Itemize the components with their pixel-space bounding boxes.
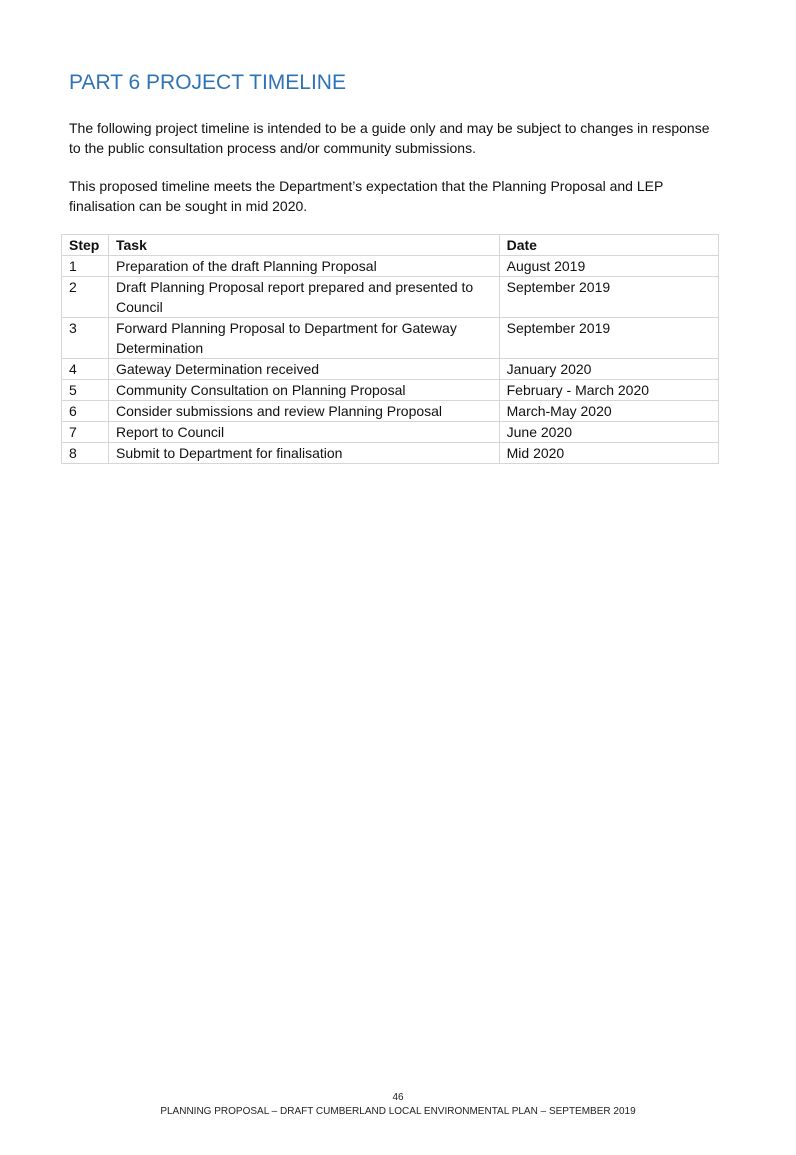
expectation-paragraph: This proposed timeline meets the Department’s expectation that the Planning Proposal and LEP finalisation can be sought in mid 2020. (69, 178, 664, 214)
step-cell: 4 (62, 359, 109, 380)
date-cell: January 2020 (499, 359, 718, 380)
task-cell: Forward Planning Proposal to Department for Gateway Determination (108, 318, 499, 359)
date-cell: February - March 2020 (499, 380, 718, 401)
step-cell: 3 (62, 318, 109, 359)
task-cell: Community Consultation on Planning Proposal (108, 380, 499, 401)
table-header-row (62, 235, 719, 256)
table-row (62, 380, 719, 401)
column-header-step: Step (62, 235, 109, 256)
task-cell: Consider submissions and review Planning Proposal (108, 401, 499, 422)
step-cell: 7 (62, 422, 109, 443)
footer-document-title: PLANNING PROPOSAL – DRAFT CUMBERLAND LOCAL ENVIRONMENTAL PLAN – SEPTEMBER 2019 (160, 1106, 636, 1117)
step-cell: 6 (62, 401, 109, 422)
task-cell: Report to Council (108, 422, 499, 443)
table-row (62, 277, 719, 318)
timeline-table (61, 234, 719, 464)
task-cell: Gateway Determination received (108, 359, 499, 380)
column-header-date: Date (499, 235, 718, 256)
date-cell: March-May 2020 (499, 401, 718, 422)
column-header-task: Task (108, 235, 499, 256)
table-row (62, 256, 719, 277)
task-cell: Draft Planning Proposal report prepared and presented to Council (108, 277, 499, 318)
step-cell: 5 (62, 380, 109, 401)
step-cell: 2 (62, 277, 109, 318)
footer-page-number: 46 (392, 1092, 404, 1103)
task-cell: Submit to Department for finalisation (108, 443, 499, 464)
step-cell: 8 (62, 443, 109, 464)
page-title: PART 6 PROJECT TIMELINE (69, 71, 346, 94)
date-cell: June 2020 (499, 422, 718, 443)
date-cell: August 2019 (499, 256, 718, 277)
date-cell: September 2019 (499, 318, 718, 359)
intro-paragraph: The following project timeline is intended to be a guide only and may be subject to changes in response to the public consultation process and/or community submissions. (69, 120, 710, 156)
table-row (62, 443, 719, 464)
step-cell: 1 (62, 256, 109, 277)
date-cell: September 2019 (499, 277, 718, 318)
table-row (62, 359, 719, 380)
task-cell: Preparation of the draft Planning Proposal (108, 256, 499, 277)
date-cell: Mid 2020 (499, 443, 718, 464)
table-row (62, 422, 719, 443)
table-row (62, 318, 719, 359)
table-row (62, 401, 719, 422)
